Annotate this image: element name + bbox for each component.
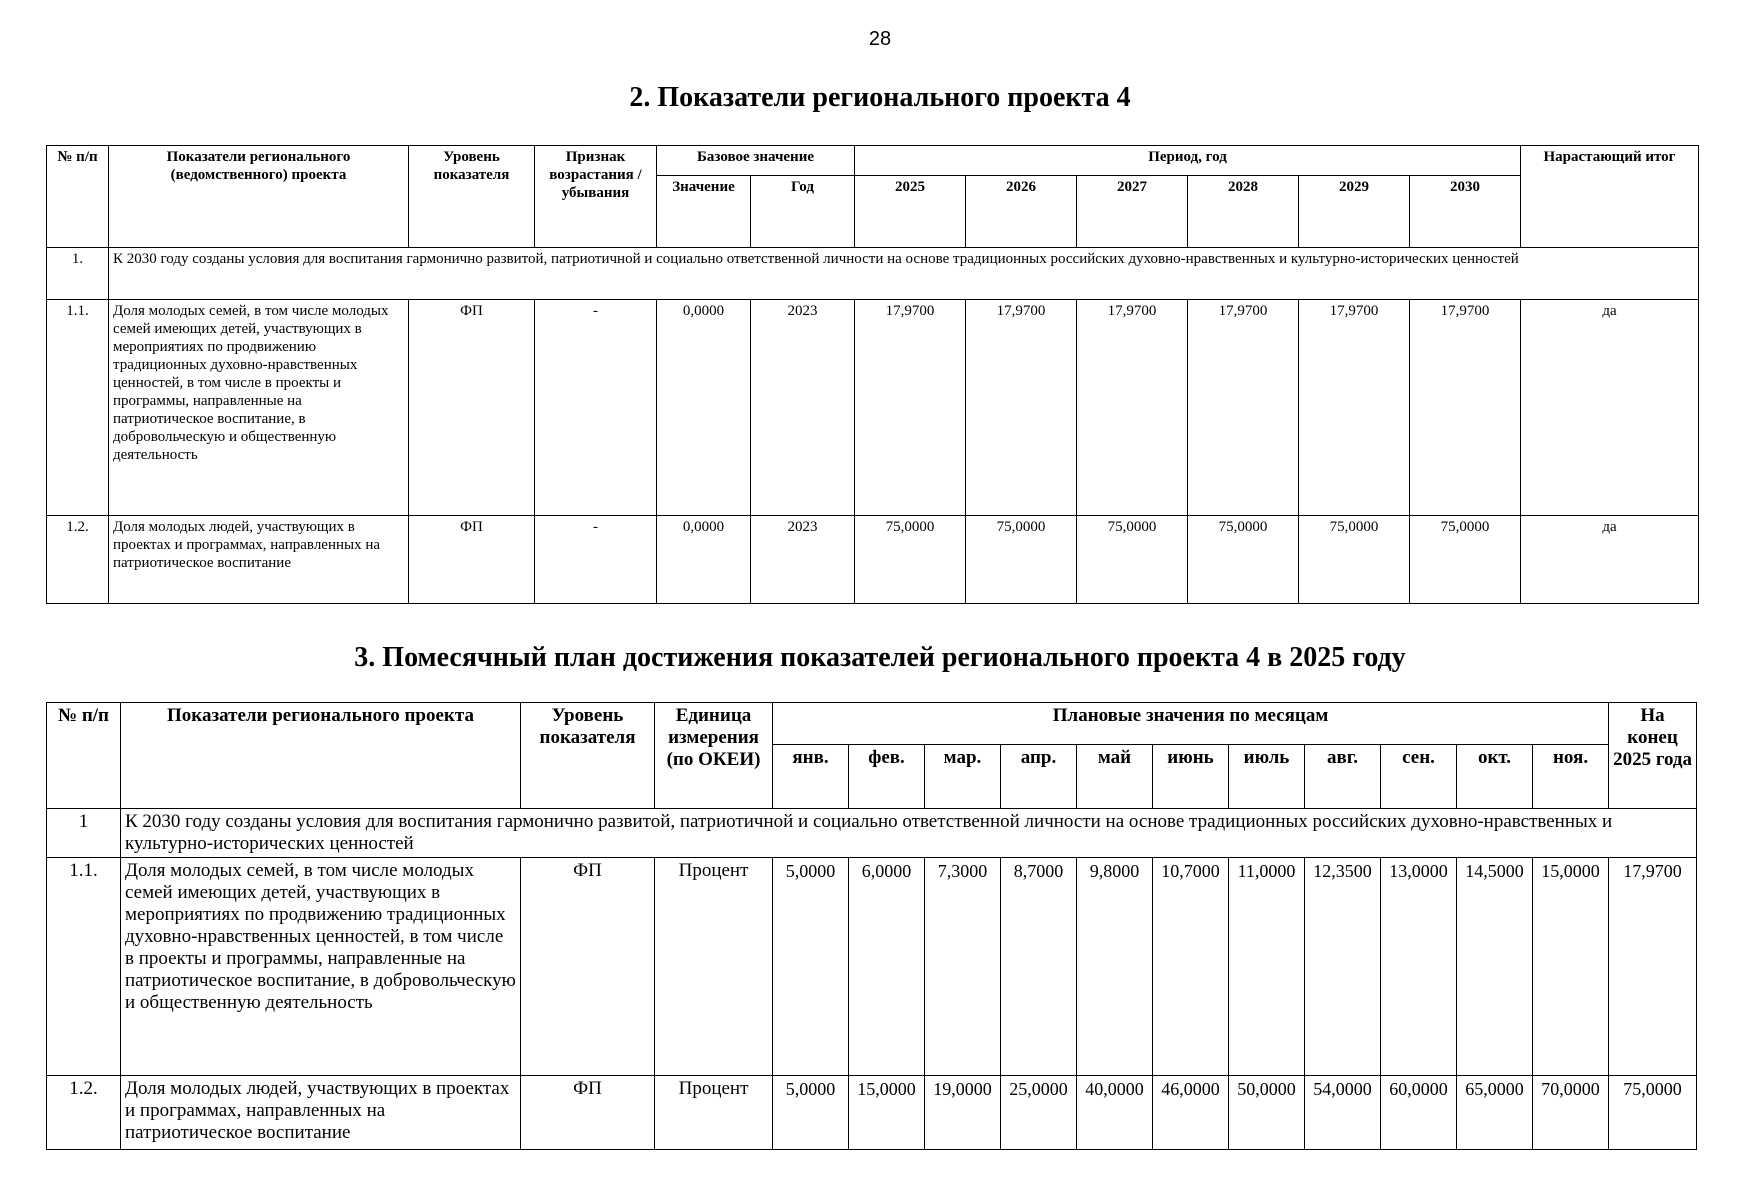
table-row — [47, 516, 1699, 604]
row-month-value: 11,0000 — [1229, 858, 1305, 1076]
row-sign: - — [535, 300, 657, 516]
row-month-value: 15,0000 — [849, 1076, 925, 1150]
col-year: 2029 — [1299, 176, 1410, 248]
row-end-value: 75,0000 — [1609, 1076, 1697, 1150]
row-month-value: 12,3500 — [1305, 858, 1381, 1076]
row-month-value: 5,0000 — [773, 858, 849, 1076]
row-level: ФП — [409, 300, 535, 516]
indicators-table — [46, 145, 1699, 604]
col-plan: Плановые значения по месяцам — [773, 703, 1609, 745]
row-name: Доля молодых семей, в том числе молодых семей имеющих детей, участвующих в мероприятиях по продвижению традиционных духовно-нравственных ценностей, в том числе в проекты и программы, направленные на патриотическое воспитание, в добровольческую и общественную деятельность — [109, 300, 409, 516]
col-sign: Признак возрастания / убывания — [535, 146, 657, 248]
col-unit: Единица измерения (по ОКЕИ) — [655, 703, 773, 809]
row-month-value: 8,7000 — [1001, 858, 1077, 1076]
row-no: 1.1. — [47, 300, 109, 516]
row-name: Доля молодых людей, участвующих в проектах и программах, направленных на патриотическое воспитание — [109, 516, 409, 604]
row-month-value: 25,0000 — [1001, 1076, 1077, 1150]
row-unit: Процент — [655, 858, 773, 1076]
row-month-value: 46,0000 — [1153, 1076, 1229, 1150]
row-base-value: 0,0000 — [657, 300, 751, 516]
row-month-value: 60,0000 — [1381, 1076, 1457, 1150]
col-base-year: Год — [751, 176, 855, 248]
row-name: Доля молодых людей, участвующих в проектах и программах, направленных на патриотическое воспитание — [121, 1076, 521, 1150]
row-unit: Процент — [655, 1076, 773, 1150]
row-month-value: 50,0000 — [1229, 1076, 1305, 1150]
section3-title: 3. Помесячный план достижения показателей регионального проекта 4 в 2025 году — [354, 642, 1406, 673]
row-value: 75,0000 — [1410, 516, 1521, 604]
col-indicator: Показатели регионального проекта — [121, 703, 521, 809]
row-value: 17,9700 — [1077, 300, 1188, 516]
row-month-value: 9,8000 — [1077, 858, 1153, 1076]
col-base-value: Значение — [657, 176, 751, 248]
row-month-value: 6,0000 — [849, 858, 925, 1076]
col-no: № п/п — [47, 703, 121, 809]
row-level: ФП — [521, 858, 655, 1076]
col-month: ноя. — [1533, 745, 1609, 809]
table-row — [47, 858, 1697, 1076]
goal-no: 1. — [47, 248, 109, 300]
row-month-value: 5,0000 — [773, 1076, 849, 1150]
col-year: 2030 — [1410, 176, 1521, 248]
row-value: 75,0000 — [966, 516, 1077, 604]
col-month: апр. — [1001, 745, 1077, 809]
row-end-value: 17,9700 — [1609, 858, 1697, 1076]
col-year: 2027 — [1077, 176, 1188, 248]
col-month: окт. — [1457, 745, 1533, 809]
row-cumulative: да — [1521, 300, 1699, 516]
row-base-year: 2023 — [751, 516, 855, 604]
row-no: 1.2. — [47, 516, 109, 604]
row-value: 17,9700 — [855, 300, 966, 516]
row-value: 17,9700 — [1188, 300, 1299, 516]
col-indicator: Показатели регионального (ведомственного) проекта — [109, 146, 409, 248]
goal-text: К 2030 году созданы условия для воспитания гармонично развитой, патриотичной и социально ответственной личности на основе традиционных российских духовно-нравственных и культурно-исторических ценностей — [109, 248, 1699, 300]
col-month: июль — [1229, 745, 1305, 809]
row-sign: - — [535, 516, 657, 604]
col-year: 2028 — [1188, 176, 1299, 248]
row-value: 75,0000 — [1299, 516, 1410, 604]
col-year: 2026 — [966, 176, 1077, 248]
row-month-value: 70,0000 — [1533, 1076, 1609, 1150]
col-level: Уровень показателя — [521, 703, 655, 809]
goal-row — [47, 248, 1699, 300]
col-month: сен. — [1381, 745, 1457, 809]
row-value: 75,0000 — [1077, 516, 1188, 604]
row-value: 75,0000 — [855, 516, 966, 604]
row-month-value: 40,0000 — [1077, 1076, 1153, 1150]
row-month-value: 54,0000 — [1305, 1076, 1381, 1150]
goal-text: К 2030 году созданы условия для воспитания гармонично развитой, патриотичной и социально ответственной личности на основе традиционных российских духовно-нравственных и культурно-исторических ценностей — [121, 809, 1697, 858]
page-number: 28 — [868, 28, 892, 50]
col-no: № п/п — [47, 146, 109, 248]
monthly-plan-table — [46, 702, 1697, 1150]
row-month-value: 13,0000 — [1381, 858, 1457, 1076]
row-level: ФП — [409, 516, 535, 604]
col-month: фев. — [849, 745, 925, 809]
goal-no: 1 — [47, 809, 121, 858]
table-row — [47, 300, 1699, 516]
row-value: 17,9700 — [1410, 300, 1521, 516]
row-no: 1.1. — [47, 858, 121, 1076]
col-base: Базовое значение — [657, 146, 855, 176]
row-base-year: 2023 — [751, 300, 855, 516]
col-year: 2025 — [855, 176, 966, 248]
col-month: янв. — [773, 745, 849, 809]
row-month-value: 65,0000 — [1457, 1076, 1533, 1150]
table-row — [47, 1076, 1697, 1150]
row-name: Доля молодых семей, в том числе молодых семей имеющих детей, участвующих в мероприятиях по продвижению традиционных духовно-нравственных ценностей, в том числе в проекты и программы, направленные на патриотическое воспитание, в добровольческую и общественную деятельность — [121, 858, 521, 1076]
row-month-value: 10,7000 — [1153, 858, 1229, 1076]
row-level: ФП — [521, 1076, 655, 1150]
row-value: 17,9700 — [966, 300, 1077, 516]
col-month: июнь — [1153, 745, 1229, 809]
col-level: Уровень показателя — [409, 146, 535, 248]
goal-row — [47, 809, 1697, 858]
col-end: На конец 2025 года — [1609, 703, 1697, 809]
row-month-value: 19,0000 — [925, 1076, 1001, 1150]
col-period: Период, год — [855, 146, 1521, 176]
row-month-value: 7,3000 — [925, 858, 1001, 1076]
row-value: 17,9700 — [1299, 300, 1410, 516]
col-month: май — [1077, 745, 1153, 809]
row-no: 1.2. — [47, 1076, 121, 1150]
col-month: авг. — [1305, 745, 1381, 809]
row-base-value: 0,0000 — [657, 516, 751, 604]
row-month-value: 15,0000 — [1533, 858, 1609, 1076]
row-month-value: 14,5000 — [1457, 858, 1533, 1076]
section2-title: 2. Показатели регионального проекта 4 — [629, 82, 1131, 113]
col-month: мар. — [925, 745, 1001, 809]
col-cumulative: Нарастающий итог — [1521, 146, 1699, 248]
row-value: 75,0000 — [1188, 516, 1299, 604]
row-cumulative: да — [1521, 516, 1699, 604]
